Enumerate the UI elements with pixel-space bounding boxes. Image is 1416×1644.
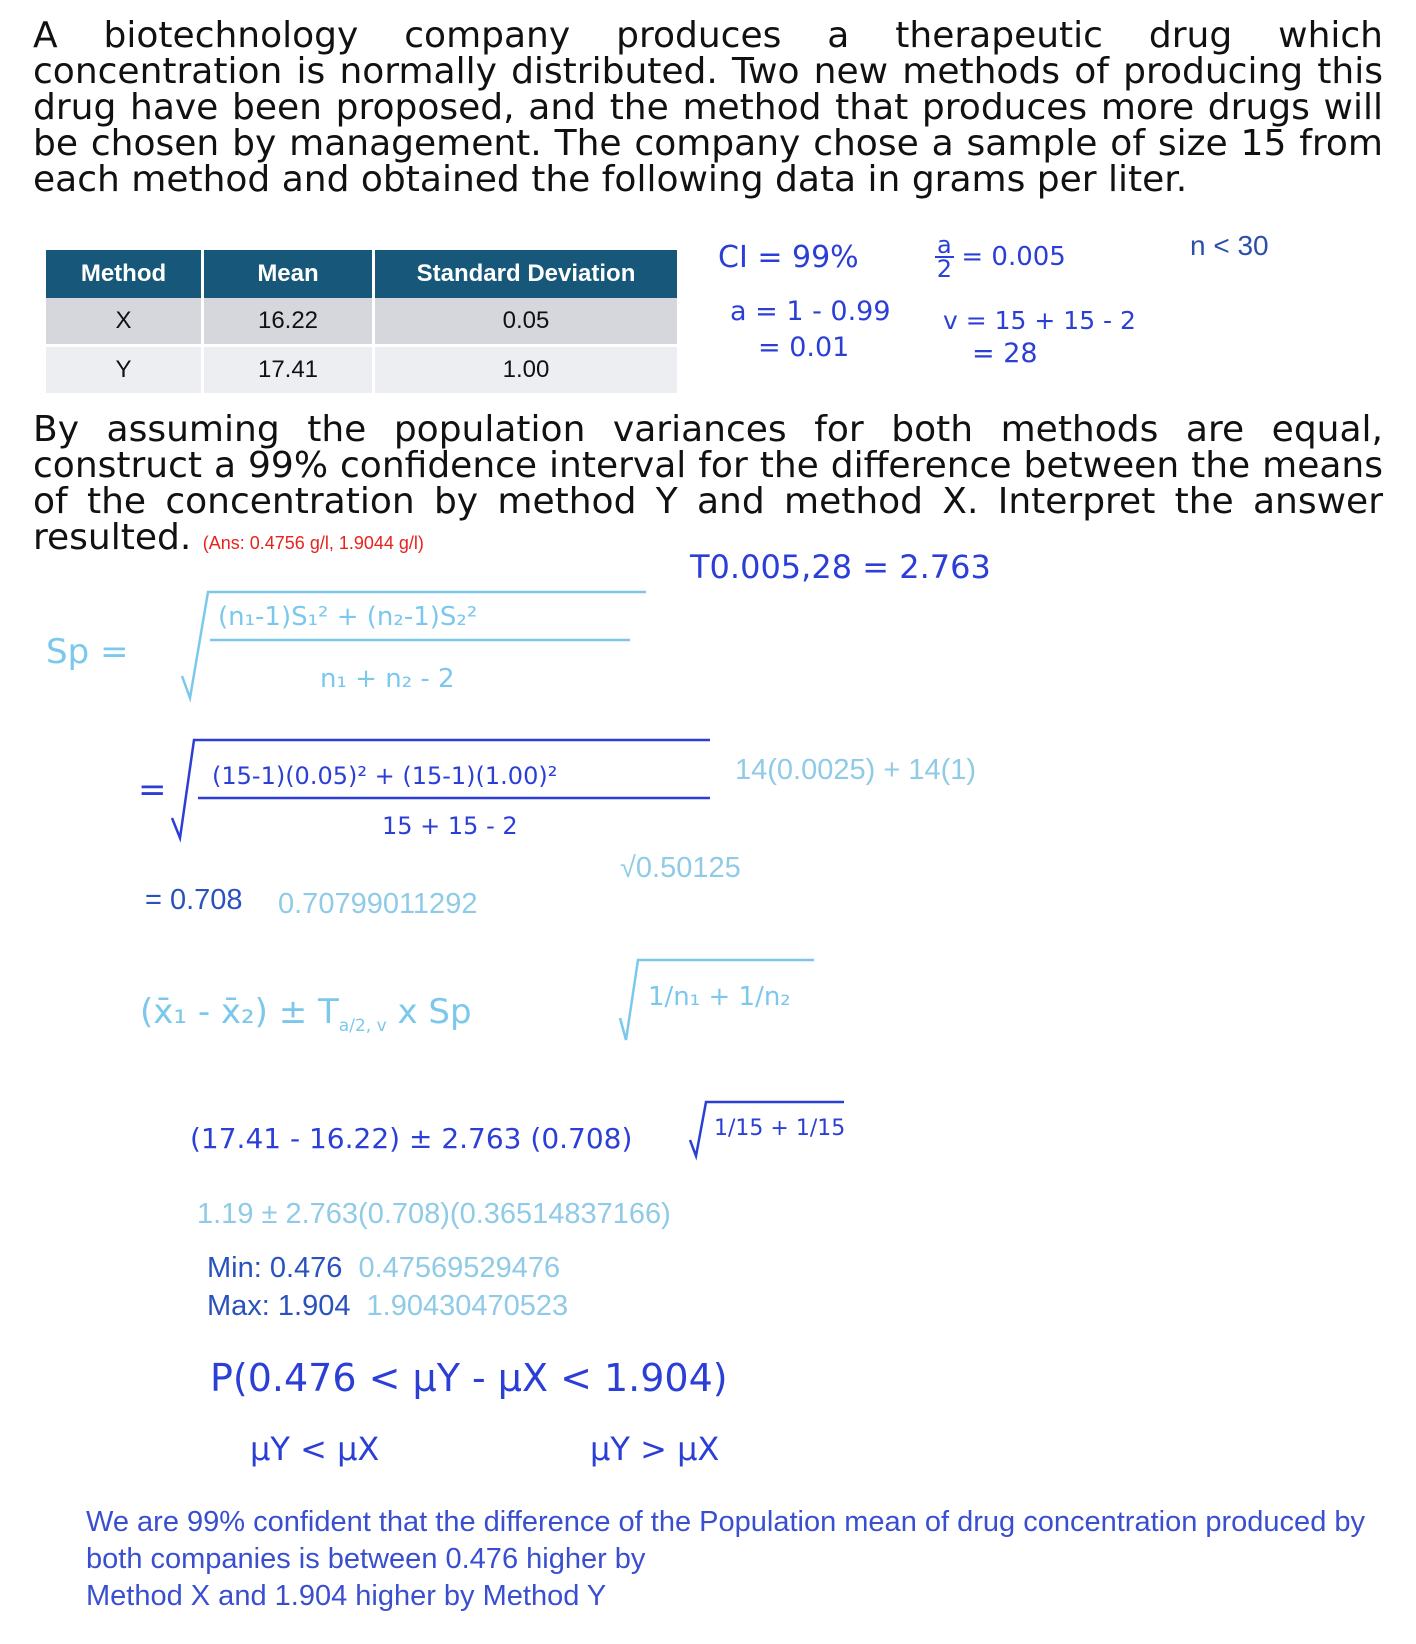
ci-formula-root-a: 1/n₁ — [648, 982, 701, 1012]
ci-sub-root: 1/15 + 1/15 — [714, 1116, 846, 1141]
sp-result-precise: 0.70799011292 — [278, 888, 478, 920]
ci-sub-root-a: 1/15 — [714, 1116, 764, 1141]
compare-left: μY < μX — [250, 1430, 380, 1468]
answer-note: (Ans: 0.4756 g/l, 1.9044 g/l) — [202, 533, 424, 553]
sp-numerator: (n₁-1)S₁² + (n₂-1)S₂² — [218, 602, 478, 632]
prompt-text — [33, 409, 1383, 561]
sp-sqrt-value: √0.50125 — [620, 852, 741, 884]
header-sd: Standard Deviation — [374, 250, 679, 298]
half-alpha-value: = 0.005 — [961, 242, 1066, 272]
max-label: Max: 1.904 — [207, 1290, 351, 1322]
t-value: T0.005,28 = 2.763 — [690, 548, 991, 586]
max-bound — [207, 1290, 568, 1323]
table-row — [46, 346, 679, 394]
alpha-line-1: a = 1 - 0.99 — [730, 296, 891, 327]
ci-formula-main: (x̄₁ - x̄₂) ± T — [140, 992, 339, 1032]
ci-sub-main: (17.41 - 16.22) ± 2.763 (0.708) — [190, 1122, 633, 1155]
sample-size-note: n < 30 — [1190, 230, 1269, 261]
data-table — [46, 250, 680, 393]
cell-method: Y — [46, 346, 203, 394]
prompt-body: By assuming the population variances for both methods are equal, construct a 99% confidence interval for the difference between the means of the concentration by method Y and method X. Interpret the answer resulted. — [33, 409, 1383, 558]
cell-mean: 16.22 — [203, 298, 374, 346]
probability-statement: P(0.476 < μY - μX < 1.904) — [210, 1356, 728, 1400]
ci-sub-root-b: 1/15 — [795, 1116, 846, 1141]
half-alpha-den: 2 — [936, 255, 952, 283]
dof-line-1: v = 15 + 15 - 2 — [943, 306, 1136, 335]
ci-typed: 1.19 ± 2.763(0.708)(0.36514837166) — [197, 1198, 671, 1230]
cell-method: X — [46, 298, 203, 346]
min-precise: 0.47569529476 — [358, 1252, 561, 1284]
sp-sub-equals: = — [138, 770, 167, 810]
half-alpha — [935, 231, 1066, 283]
sp-label: Sp = — [46, 632, 129, 672]
cell-sd: 1.00 — [374, 346, 679, 394]
header-mean: Mean — [203, 250, 374, 298]
sp-result: = 0.708 — [145, 884, 243, 916]
cell-mean: 17.41 — [203, 346, 374, 394]
sp-sub-numerator: (15-1)(0.05)² + (15-1)(1.00)² — [212, 762, 558, 790]
sp-sub-denominator: 15 + 15 - 2 — [382, 812, 518, 840]
dof-line-2: = 28 — [972, 338, 1038, 369]
sp-sub-typed-numer: 14(0.0025) + 14(1) — [735, 754, 977, 786]
min-label: Min: 0.476 — [207, 1252, 343, 1284]
ci-formula-root: 1/n₁ + 1/n₂ — [648, 982, 791, 1012]
header-method: Method — [46, 250, 203, 298]
max-precise: 1.90430470523 — [366, 1290, 569, 1322]
table-row — [46, 298, 679, 346]
alpha-line-2: = 0.01 — [758, 332, 850, 363]
half-alpha-num: a — [937, 231, 952, 259]
ci-formula-sp: x Sp — [397, 992, 472, 1032]
interpretation-text: We are 99% confident that the difference of the Population mean of drug concentration produced by both companies is between 0.476 higher by Method X and 1.904 higher by Method Y — [86, 1506, 1366, 1612]
question-text: A biotechnology company produces a therapeutic drug which concentration is normally distributed. Two new methods of producing this drug have been proposed, and the method that produces more drugs will be chosen by management. The company chose a sample of size 15 from each method and obtained the following data in grams per liter. — [33, 15, 1383, 200]
compare-right: μY > μX — [590, 1430, 720, 1468]
ci-formula — [140, 992, 472, 1036]
cell-sd: 0.05 — [374, 298, 679, 346]
ci-formula-root-b: 1/n₂ — [738, 982, 791, 1012]
ci-formula-sub: a/2, v — [338, 1015, 387, 1036]
min-bound — [207, 1252, 560, 1285]
sp-denominator: n₁ + n₂ - 2 — [320, 664, 455, 694]
ci-note: CI = 99% — [718, 240, 859, 275]
